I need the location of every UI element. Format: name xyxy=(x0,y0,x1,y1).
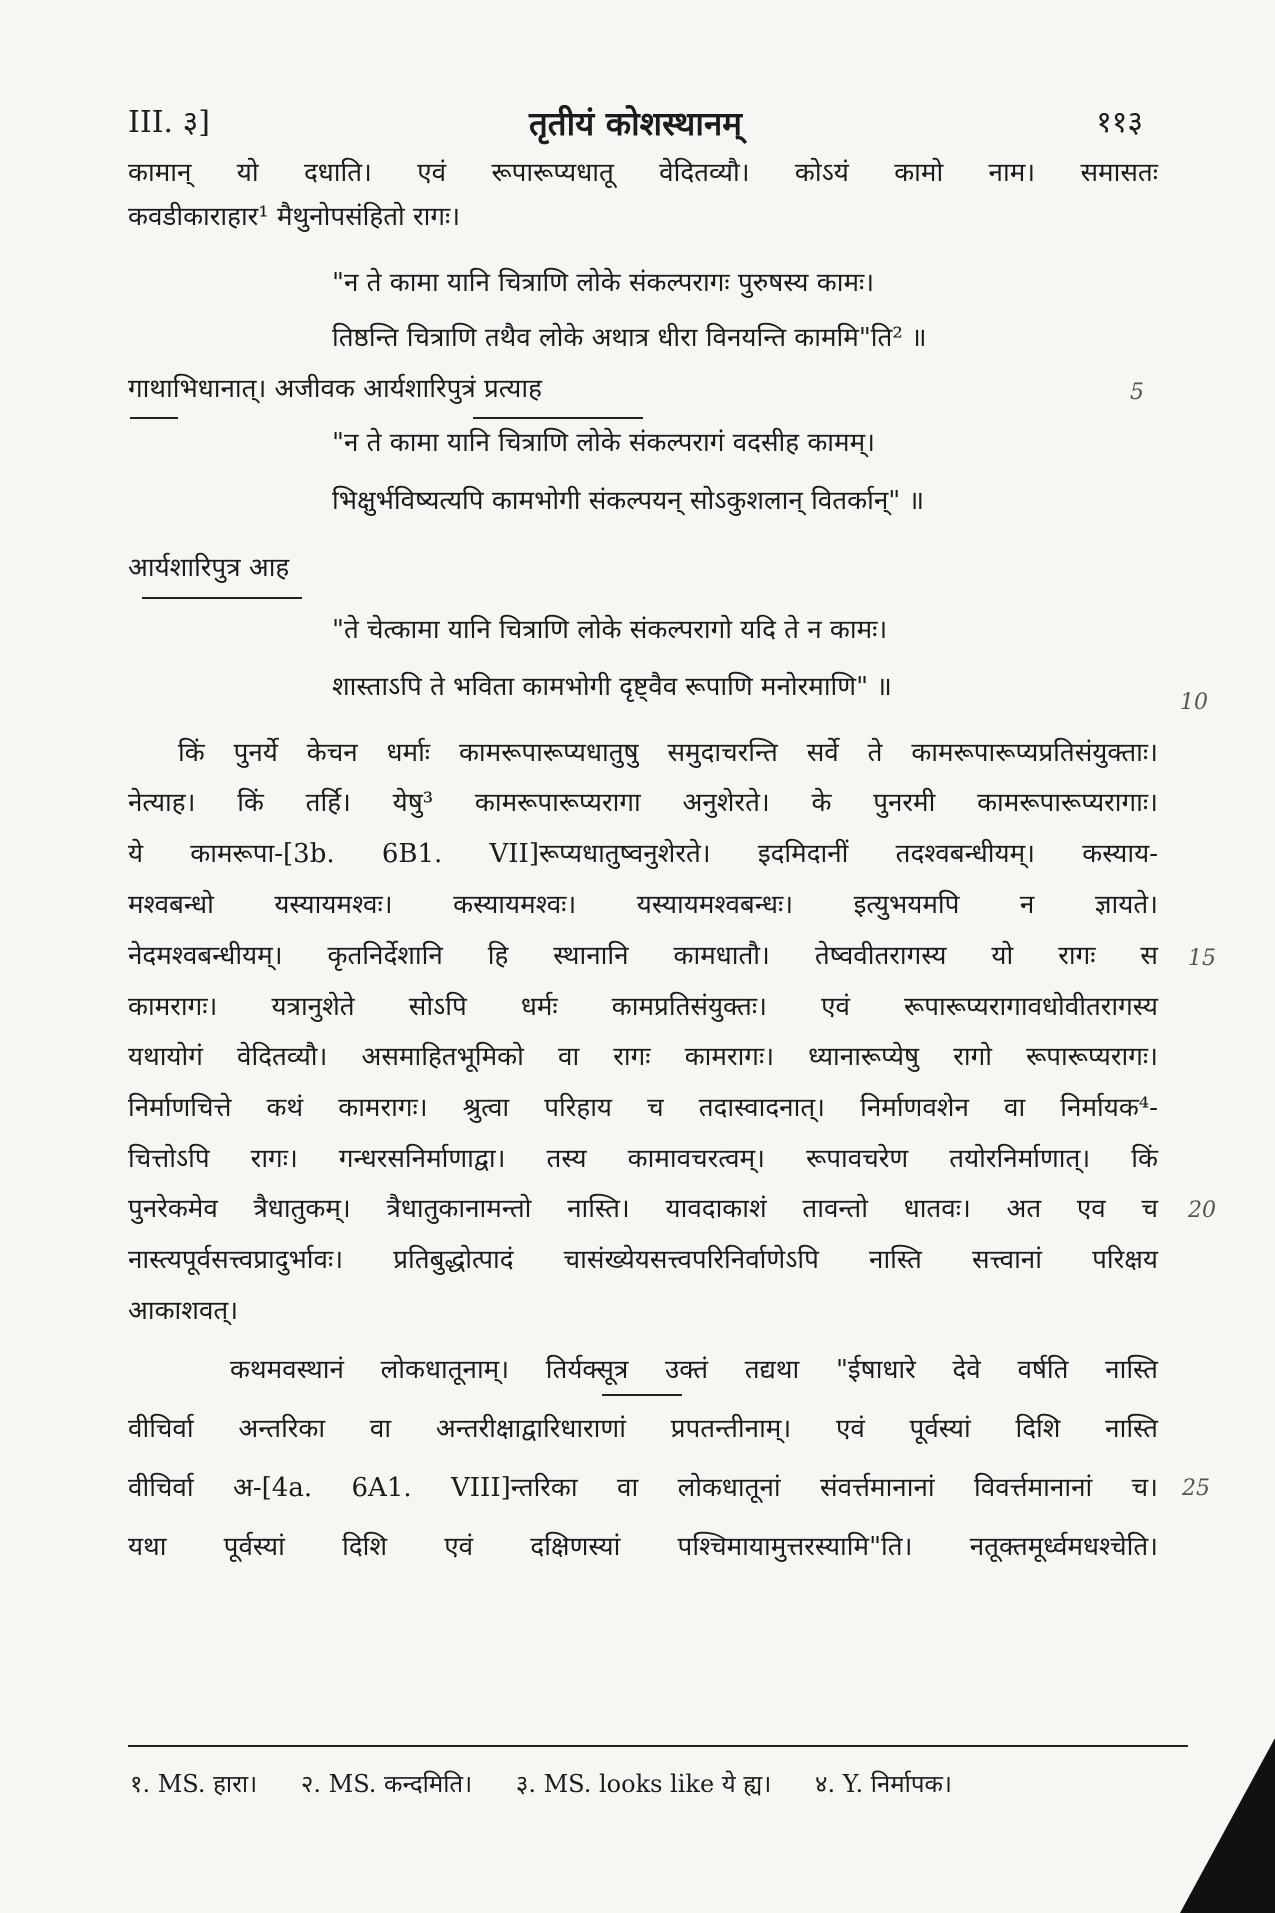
text-line-12: नेत्याह। किं तर्हि। येषु³ कामरूपारूप्यरागा अनुशेरते। के पुनरमी कामरूपारूप्यरागाः। xyxy=(128,788,1158,818)
footnote-1: १. MS. हारा। xyxy=(130,1770,258,1798)
text-line-23: कथमवस्थानं लोकधातूनाम्। तिर्यक्सूत्र उक्तं तद्यथा "ईषाधारे देवे वर्षति नास्ति xyxy=(230,1355,1158,1385)
text-line-2: कवडीकाराहार¹ मैथुनोपसंहितो रागः। xyxy=(128,202,461,232)
underline-mark xyxy=(473,417,643,419)
footnote-3: ३. MS. looks like ये ह्य। xyxy=(515,1770,772,1798)
speaker-line: आर्यशारिपुत्र आह xyxy=(128,553,290,583)
verse-line-3: "न ते कामा यानि चित्राणि लोके संकल्परागं वदसीह कामम्। xyxy=(332,428,875,458)
line-number-25: 25 xyxy=(1182,1476,1210,1501)
text-line-26: यथा पूर्वस्यां दिशि एवं दक्षिणस्यां पश्चिमायामुत्तरस्यामि"ति। नतूक्तमूर्ध्वमधश्चेति। xyxy=(128,1532,1158,1562)
verse-line-2: तिष्ठन्ति चित्राणि तथैव लोके अथात्र धीरा विनयन्ति काममि"ति² ॥ xyxy=(332,323,927,353)
scan-shadow xyxy=(1180,1738,1275,1913)
verse-line-6: शास्ताऽपि ते भविता कामभोगी दृष्ट्वैव रूपाणि मनोरमाणि" ॥ xyxy=(332,672,892,702)
chapter-title: तृतीयं कोशस्थानम् xyxy=(529,104,742,143)
text-line-14: मश्वबन्धो यस्यायमश्वः। कस्यायमश्वः। यस्यायमश्वबन्धः। इत्युभयमपि न ज्ञायते। xyxy=(128,890,1158,920)
verse-line-5: "ते चेत्कामा यानि चित्राणि लोके संकल्परागो यदि ते न कामः। xyxy=(332,615,888,645)
underline-mark xyxy=(142,597,302,599)
text-line-20: पुनरेकमेव त्रैधातुकम्। त्रैधातुकानामन्तो नास्ति। यावदाकाशं तावन्तो धातवः। अत एव च xyxy=(128,1194,1158,1224)
text-line-19: चित्तोऽपि रागः। गन्धरसनिर्माणाद्वा। तस्य कामावचरत्वम्। रूपावचरेण तयोरनिर्माणात्। किं xyxy=(128,1144,1158,1174)
page-number: ११३ xyxy=(1096,105,1143,140)
line-number-10: 10 xyxy=(1180,690,1208,715)
verse-line-1: "न ते कामा यानि चित्राणि लोके संकल्परागः पुरुषस्य कामः। xyxy=(332,268,875,298)
underline-mark xyxy=(602,1394,682,1396)
text-line-22: आकाशवत्। xyxy=(128,1296,239,1326)
gatha-line: गाथाभिधानात्। अजीवक आर्यशारिपुत्रं प्रत्याह xyxy=(128,374,542,404)
text-line-18: निर्माणचित्ते कथं कामरागः। श्रुत्वा परिहाय च तदास्वादनात्। निर्माणवशेन वा निर्मायक⁴- xyxy=(128,1093,1158,1123)
line-number-5: 5 xyxy=(1130,380,1144,405)
text-line-21: नास्त्यपूर्वसत्त्वप्रादुर्भावः। प्रतिबुद्धोत्पादं चासंख्येयसत्त्वपरिनिर्वाणेऽपि नास्ति सत्त्वानां परिक्षय xyxy=(128,1245,1158,1275)
footnote-2: २. MS. कन्दमिति। xyxy=(300,1770,473,1798)
text-line-17: यथायोगं वेदितव्यौ। असमाहितभूमिको वा रागः कामरागः। ध्यानारूप्येषु रागो रूपारूप्यरागः। xyxy=(128,1042,1158,1072)
text-line-11: किं पुनर्ये केचन धर्माः कामरूपारूप्यधातुषु समुदाचरन्ति सर्वे ते कामरूपारूप्यप्रतिसंयुक्ताः। xyxy=(178,738,1158,768)
footnote-4: ४. Y. निर्मापक। xyxy=(814,1770,952,1798)
underline-mark xyxy=(130,417,178,419)
line-number-20: 20 xyxy=(1188,1198,1216,1223)
text-line-1: कामान् यो दधाति। एवं रूपारूप्यधातू वेदितव्यौ। कोऽयं कामो नाम। समासतः xyxy=(128,158,1158,188)
text-line-24: वीचिर्वा अन्तरिका वा अन्तरीक्षाद्वारिधाराणां प्रपतन्तीनाम्। एवं पूर्वस्यां दिशि नास्ति xyxy=(128,1414,1158,1444)
text-line-25: वीचिर्वा अ-[4a. 6A1. VIII]न्तरिका वा लोकधातूनां संवर्त्तमानानां विवर्त्तमानानां च। xyxy=(128,1473,1158,1503)
section-marker: III. ३] xyxy=(128,105,210,140)
verse-line-4: भिक्षुर्भविष्यत्यपि कामभोगी संकल्पयन् सोऽकुशलान् वितर्कान्" ॥ xyxy=(332,486,925,516)
text-line-5 xyxy=(128,374,1158,405)
running-header xyxy=(128,100,1143,150)
text-line-13: ये कामरूपा-[3b. 6B1. VII]रूप्यधातुष्वनुशेरते। इदमिदानीं तदश्वबन्धीयम्। कस्याय- xyxy=(128,839,1158,869)
text-line-16: कामरागः। यत्रानुशेते सोऽपि धर्मः कामप्रतिसंयुक्तः। एवं रूपारूप्यरागावधोवीतरागस्य xyxy=(128,992,1158,1022)
text-line-15: नेदमश्वबन्धीयम्। कृतनिर्देशानि हि स्थानानि कामधातौ। तेष्ववीतरागस्य यो रागः स xyxy=(128,941,1158,971)
line-number-15: 15 xyxy=(1188,946,1216,971)
footnote-rule xyxy=(128,1745,1188,1747)
footnotes xyxy=(130,1767,1160,1800)
